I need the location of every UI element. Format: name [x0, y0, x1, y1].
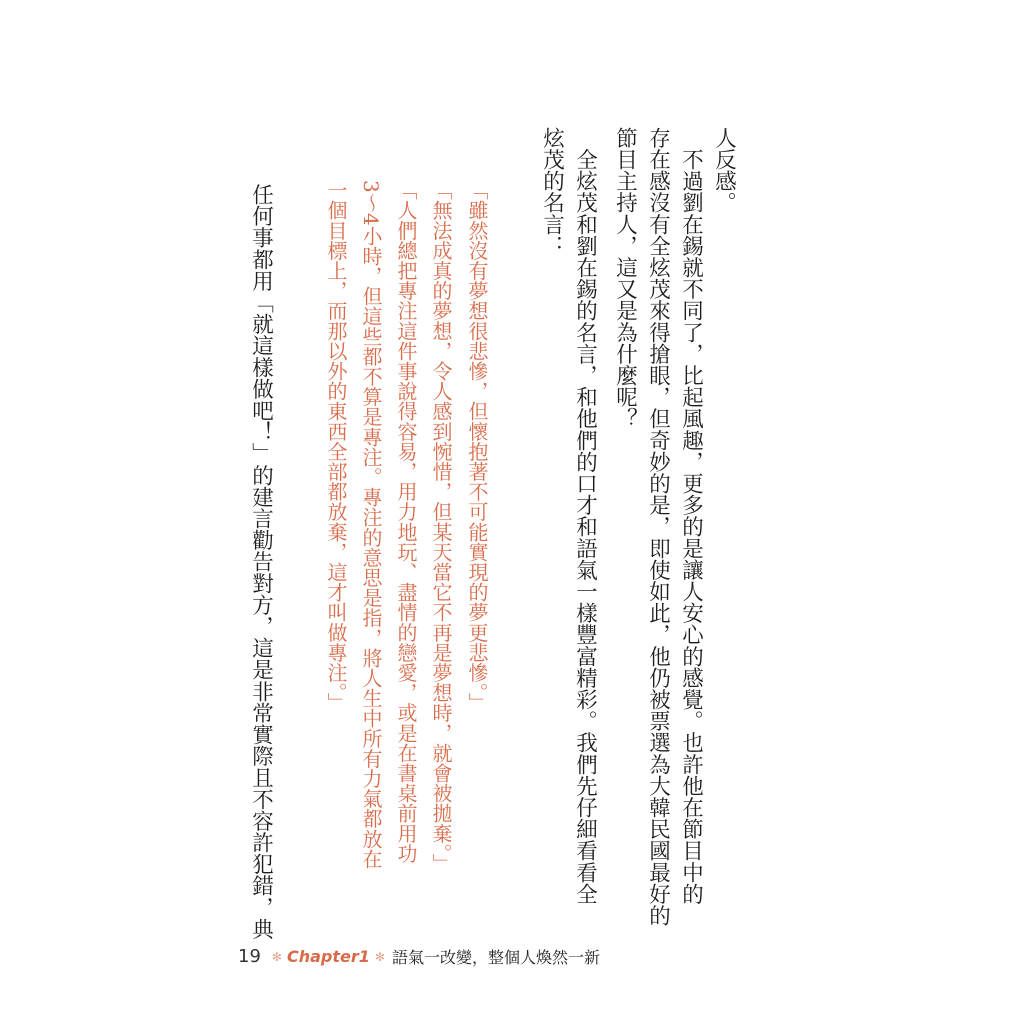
text-column-1: 人反感。 [711, 127, 737, 214]
asterisk-icon: ✻ [374, 949, 385, 964]
quote-column-1: 「雖然沒有夢想很悲慘，但懷抱著不可能實現的夢更悲慘。」 [465, 180, 489, 713]
chapter-title: 語氣一改變，整個人煥然一新 [391, 948, 600, 967]
quote-column-5: 一個目標上，而那以外的東西全部都放棄，這才叫做專注。」 [324, 180, 348, 713]
quote-column-3: 「人們總把專注這件事說得容易，用力地玩、盡情的戀愛，或是在書桌前用功 [394, 180, 418, 864]
page-footer [238, 945, 600, 968]
text-column-3: 存在感沒有全炫茂來得搶眼，但奇妙的是，即使如此，他仍被票選為大韓民國最好的 [645, 127, 671, 927]
text-column-6: 炫茂的名言： [539, 127, 565, 257]
quote-column-2: 「無法成真的夢想，令人感到惋惜，但某天當它不再是夢想時，就會被拋棄。」 [429, 180, 453, 874]
text-column-2: 不過劉在錫就不同了，比起風趣，更多的是讓人安心的感覺。也許他在節目中的 [678, 127, 704, 905]
page-number: 19 [238, 946, 261, 967]
asterisk-icon: ✻ [271, 949, 282, 964]
text-column-4: 節目主持人，這又是為什麼呢？ [612, 127, 638, 430]
chapter-label: Chapter1 [286, 947, 370, 966]
quote-column-4: 3～4小時，但這些都不算是專注。專注的意思是指，將人生中所有力氣都放在 [359, 180, 383, 869]
text-column-final: 任何事都用「就這樣做吧！」的建言勸告對方，這是非常實際且不容許犯錯，典 [248, 162, 274, 940]
text-column-5: 全炫茂和劉在錫的名言，和他們的口才和語氣一樣豐富精彩。我們先仔細看看全 [572, 127, 598, 905]
